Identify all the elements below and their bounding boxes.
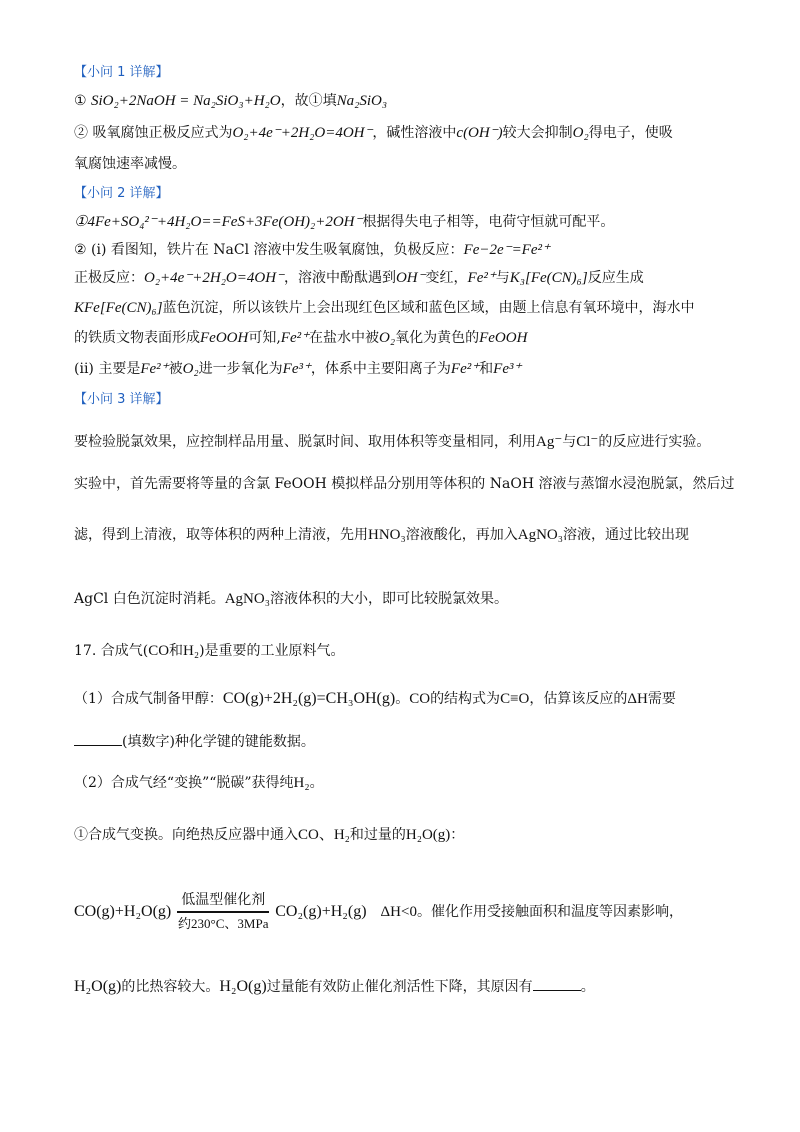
q2-l6-a: Fe²⁺	[450, 361, 480, 377]
q2-l2-text: ② (i) 看图知，铁片在 NaCl 溶液中发生吸氧腐蚀，负极反应：	[74, 242, 464, 258]
q17-line2	[74, 688, 740, 710]
answer-blank[interactable]	[74, 731, 122, 746]
q17-l2-eq: CO(g)+2H₂(g)=CH₃OH(g)	[222, 690, 396, 707]
q3-l1-text: 要检验脱氯效果，应控制样品用量、脱氯时间、取用体积等变量相同，利用	[74, 434, 536, 450]
q1-l2-tail: 较大会抑制	[502, 125, 573, 141]
q17-l5-mid: 和过量的	[349, 827, 406, 843]
q17-co: CO	[148, 643, 170, 659]
q17-l2-mid: 。	[395, 691, 410, 707]
q2-l6-fe3: Fe³⁺	[282, 361, 311, 377]
q1-header: 【小问 1 详解】	[74, 65, 169, 80]
q1-l2-eq: O₂+4e⁻+2H₂O=4OH⁻	[232, 125, 373, 141]
q2-l3-fe: Fe²⁺	[467, 270, 496, 286]
q17-l7-h2o: H₂O(g)	[74, 978, 122, 995]
q2-l5-fe: Fe²⁺	[280, 330, 310, 346]
answer-blank-2[interactable]	[533, 976, 581, 991]
eq-text: 。催化作用受接触面积和温度等因素影响，	[416, 904, 683, 920]
q1-equation: SiO₂+2NaOH = Na₂SiO₃+H₂O	[91, 93, 281, 109]
q17-number: 17. 合成气(	[74, 643, 149, 659]
q1-line3: 氧腐蚀速率减慢。	[74, 156, 186, 172]
q1-l2-text: ，碱性溶液中	[372, 125, 457, 141]
q3-l1-ag: Ag⁻	[536, 434, 563, 450]
q17-and: 和	[169, 643, 184, 659]
q2-l4-eq: KFe[Fe(CN)₆]	[74, 300, 163, 316]
q17-line4	[74, 772, 740, 794]
q2-l3-and: 与	[495, 270, 510, 286]
q17-l5-h2o: H₂O(g)	[405, 827, 451, 843]
q3-line3	[74, 524, 740, 546]
q17-line3	[74, 731, 740, 753]
q2-l5-mid: 可知,	[248, 330, 281, 346]
q17-reaction-equation	[74, 888, 740, 940]
q1-text: ，故①填	[280, 93, 337, 109]
q17-h2: H₂	[183, 643, 200, 659]
q1-l2-end: 得电子，使吸	[588, 125, 673, 141]
eq-left: CO(g)+H₂O(g)	[74, 903, 172, 920]
q2-l4-text: 蓝色沉淀，所以该铁片上会出现红色区域和蓝色区域，由题上信息有氧环境中，海水中	[162, 300, 695, 316]
q17-l4-end: 。	[309, 775, 324, 791]
q17-l5-end: ：	[450, 827, 465, 843]
q17-l7-h2o2: H₂O(g)	[219, 978, 267, 995]
q2-l1-eq: ①4Fe+SO₄²⁻+4H₂O==FeS+3Fe(OH)₂+2OH⁻	[74, 214, 363, 230]
q2-line6	[74, 358, 740, 380]
q17-l4-text: （2）合成气经“变换”“脱碳”获得纯	[74, 775, 294, 791]
q2-line1	[74, 211, 740, 233]
q3-line4	[74, 588, 740, 610]
q3-l3-text: 滤，得到上清液，取等体积的两种上清液，先用	[74, 527, 368, 543]
q17-l4-h2: H₂	[293, 775, 310, 791]
q17-l5-co: CO、H₂	[298, 827, 350, 843]
q1-l2-prefix: ② 吸氧腐蚀正极反应式为	[74, 125, 233, 141]
q2-l5-mid2: 在盐水中被	[309, 330, 380, 346]
q2-l5-feooh: FeOOH	[200, 330, 249, 346]
q17-l5-text: ①合成气变换。向绝热反应器中通入	[74, 827, 298, 843]
q2-l6-o2: O₂	[182, 361, 199, 377]
q17-line7: H₂O(g)的比热容较大。H₂O(g)过量能有效防止催化剂活性下降，其原因有 。	[74, 978, 595, 995]
q2-l6-mid3: ，体系中主要阳离子为	[310, 361, 451, 377]
q3-l1-cl: Cl⁻	[576, 434, 599, 450]
q2-l6-and: 和	[479, 361, 494, 377]
q3-l3-end: 溶液，通过比较出现	[562, 527, 689, 543]
q17-l2-mid3: ，估算该反应的	[529, 691, 628, 707]
q2-l3-text: 正极反应：	[74, 270, 144, 286]
q2-l3-eq: O₂+4e⁻+2H₂O=4OH⁻	[144, 270, 284, 286]
q2-l5-end: FeOOH	[479, 330, 528, 346]
q2-line2	[74, 239, 740, 261]
q3-l4-end: 溶液体积的大小，即可比较脱氯效果。	[269, 591, 508, 607]
q3-line1	[74, 431, 740, 453]
q17-l2-prefix: （1）合成气制备甲醇：	[74, 691, 223, 707]
q17-line5	[74, 824, 740, 846]
eq-condition-top: 低温型催化剂	[177, 891, 269, 913]
q2-header: 【小问 2 详解】	[74, 186, 169, 201]
q3-l3-hno3: HNO₃	[368, 527, 406, 543]
q2-l6-text: (ii) 主要是	[74, 361, 141, 377]
q17-l2-mid2: 的结构式为	[430, 691, 501, 707]
eq-condition-bottom: 约230°C、3MPa	[178, 916, 269, 931]
q2-line4	[74, 297, 740, 319]
q2-l6-mid: 被	[168, 361, 183, 377]
q3-line2: 实验中，首先需要将等量的含氯 FeOOH 模拟样品分别用等体积的 NaOH 溶液与蒸馏水浸泡脱氯，然后过	[74, 476, 735, 492]
q2-l6-mid2: 进一步氧化为	[198, 361, 283, 377]
q2-l1-text: 根据得失电子相等，电荷守恒就可配平。	[362, 214, 615, 230]
q2-l5-o2: O₂	[379, 330, 396, 346]
q2-l5-text: 的铁质文物表面形成	[74, 330, 200, 346]
q2-l3-k: K₃[Fe(CN)₆]	[509, 270, 588, 286]
q17-l3-text: (填数字)种化学键的键能数据。	[122, 734, 315, 750]
q3-l4-agno3: AgNO₃	[224, 591, 270, 607]
q2-l6-b: Fe³⁺	[493, 361, 522, 377]
q3-l4-text: AgCl 白色沉淀时消耗。	[74, 591, 225, 607]
q2-l3-mid: ，溶液中酚酞遇到	[283, 270, 396, 286]
q2-line3	[74, 267, 740, 289]
q17-l2-end: 需要	[647, 691, 676, 707]
q1-l2-o2: O₂	[572, 125, 589, 141]
q2-l5-mid3: 氧化为黄色的	[395, 330, 480, 346]
eq-dh: ΔH<0	[380, 904, 417, 920]
q17-l2-dh: ΔH	[627, 691, 648, 707]
q17-l7-text: 的比热容较大。	[121, 979, 220, 995]
q2-l3-oh: OH⁻	[395, 270, 426, 286]
eq-conditions	[177, 891, 269, 933]
q3-l1-end: 的反应进行实验。	[598, 434, 711, 450]
q2-l2-eq: Fe−2e⁻=Fe²⁺	[463, 242, 550, 258]
q1-answer: Na₂SiO₃	[336, 93, 388, 109]
q1-line1: ① SiO₂+2NaOH = Na₂SiO₃+H₂O，故①填Na₂SiO₃	[74, 93, 388, 109]
q1-line2	[74, 122, 740, 144]
q3-header: 【小问 3 详解】	[74, 392, 169, 407]
eq-right: CO₂(g)+H₂(g)	[275, 903, 367, 920]
q17-l1-end: )是重要的工业原料气。	[199, 643, 345, 659]
q3-l1-and: 与	[562, 434, 577, 450]
q17-l7-end: 过量能有效防止催化剂活性下降，其原因有	[266, 979, 533, 995]
q2-l3-mid2: 变红，	[425, 270, 468, 286]
q2-l3-end: 反应生成	[587, 270, 644, 286]
q2-line5	[74, 327, 740, 349]
q1-l2-conc: c(OH⁻)	[456, 125, 503, 141]
q17-l2-co: CO	[409, 691, 431, 707]
q17-line1	[74, 640, 740, 662]
q3-l3-agno3: AgNO₃	[517, 527, 563, 543]
q2-l6-fe: Fe²⁺	[140, 361, 169, 377]
q17-l2-struct: C≡O	[500, 691, 530, 707]
q3-l3-mid: 溶液酸化，再加入	[405, 527, 518, 543]
